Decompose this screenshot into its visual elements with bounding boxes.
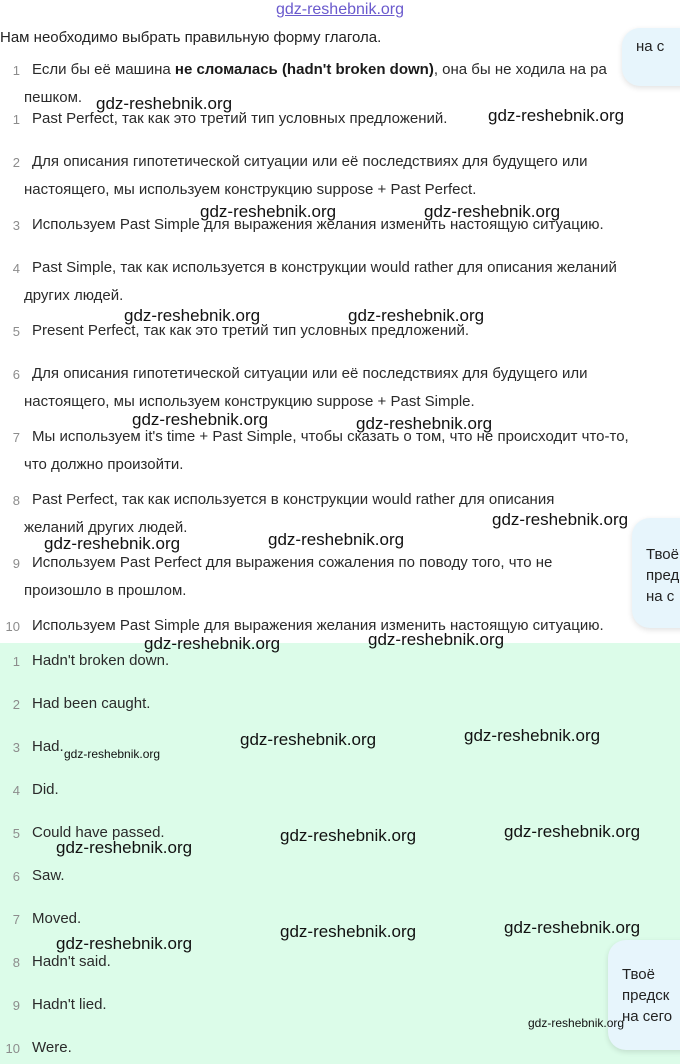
watermark: gdz-reshebnik.org — [504, 822, 641, 841]
explanation-text: Для описания гипотетической ситуации или её последствиях для будущего или — [32, 153, 588, 170]
watermark: gdz-reshebnik.org — [492, 510, 629, 529]
watermark: gdz-reshebnik.org — [268, 530, 405, 549]
watermark: gdz-reshebnik.org — [132, 410, 269, 429]
watermark: gdz-reshebnik.org — [424, 202, 561, 221]
answer-number: 2 — [12, 697, 20, 712]
watermark: gdz-reshebnik.org — [528, 1016, 625, 1030]
answer-text: Hadn't lied. — [32, 996, 107, 1013]
answer-number: 9 — [12, 998, 20, 1013]
watermark: gdz-reshebnik.org — [96, 94, 233, 113]
explanation-text: Используем Past Perfect для выражения сожаления по поводу того, что не — [32, 554, 553, 571]
watermark: gdz-reshebnik.org — [348, 306, 485, 325]
answer-text: Hadn't said. — [32, 953, 111, 970]
explanation-number: 10 — [5, 619, 20, 634]
task-item-answer: не сломалась (hadn't broken down) — [174, 61, 434, 78]
answer-number: 8 — [12, 955, 20, 970]
watermark: gdz-reshebnik.org — [240, 730, 377, 749]
watermark: gdz-reshebnik.org — [56, 934, 193, 953]
answer-number: 5 — [12, 826, 20, 841]
explanation-text: Используем Past Simple для выражения желания изменить настоящую ситуацию. — [32, 216, 604, 233]
explanation-number: 8 — [12, 493, 20, 508]
answer-number: 6 — [12, 869, 20, 884]
answer-number: 3 — [12, 740, 20, 755]
explanation-number: 9 — [12, 556, 20, 571]
explanation-number: 4 — [12, 261, 20, 276]
watermark: gdz-reshebnik.org — [200, 202, 337, 221]
answer-text: Were. — [32, 1039, 72, 1056]
explanation-text-cont: других людей. — [24, 287, 124, 304]
answer-text: Saw. — [32, 867, 65, 884]
explanation-text: Past Perfect, так как это третий тип условных предложений. — [32, 110, 448, 127]
task-intro: Нам необходимо выбрать правильную форму глагола. — [0, 29, 382, 46]
explanation-number: 7 — [12, 430, 20, 445]
watermark: gdz-reshebnik.org — [488, 106, 625, 125]
chat-bubble-middle[interactable]: Твоё пред на с — [632, 518, 680, 628]
watermark: gdz-reshebnik.org — [124, 306, 261, 325]
watermark: gdz-reshebnik.org — [56, 838, 193, 857]
task-item-text-cont: пешком. — [24, 89, 83, 106]
answer-text: Could have passed. — [32, 824, 165, 841]
explanation-text: Мы используем it's time + Past Simple, чтобы сказать о том, что не происходит что-то, — [32, 428, 629, 445]
watermark: gdz-reshebnik.org — [280, 826, 417, 845]
explanation-text: Present Perfect, так как это третий тип условных предложений. — [32, 322, 470, 339]
answer-text: Did. — [32, 781, 59, 798]
explanation-text: Используем Past Simple для выражения желания изменить настоящую ситуацию. — [32, 617, 604, 634]
explanation-text-cont: произошло в прошлом. — [24, 582, 187, 599]
site-header-link[interactable]: gdz-reshebnik.org — [275, 1, 405, 18]
answer-number: 7 — [12, 912, 20, 927]
explanation-text-cont: что должно произойти. — [24, 456, 184, 473]
explanation-text: Для описания гипотетической ситуации или её последствиях для будущего или — [32, 365, 588, 382]
watermark: gdz-reshebnik.org — [64, 747, 161, 761]
explanation-number: 2 — [12, 155, 20, 170]
answer-number: 10 — [5, 1041, 20, 1056]
watermark: gdz-reshebnik.org — [280, 922, 417, 941]
explanation-text-cont: настоящего, мы используем конструкцию suppose + Past Perfect. — [24, 181, 477, 198]
explanation-number: 6 — [12, 367, 20, 382]
watermark: gdz-reshebnik.org — [368, 630, 505, 649]
answer-text: Had been caught. — [32, 695, 151, 712]
answer-text: Had. — [32, 738, 64, 755]
explanation-text: Past Simple, так как используется в конструкции would rather для описания желаний — [32, 259, 617, 276]
task-item-text: Если бы её машина не сломалась (hadn't broken down), она бы не ходила на ра — [32, 61, 607, 78]
explanation-text: Past Perfect, так как используется в конструкции would rather для описания — [32, 491, 555, 508]
explanation-text-cont: желаний других людей. — [24, 519, 188, 536]
explanation-number: 1 — [12, 112, 20, 127]
watermark: gdz-reshebnik.org — [356, 414, 493, 433]
answer-number: 4 — [12, 783, 20, 798]
explanation-text-cont: настоящего, мы используем конструкцию suppose + Past Simple. — [24, 393, 475, 410]
watermark: gdz-reshebnik.org — [504, 918, 641, 937]
chat-bubble-top[interactable]: на с — [622, 28, 680, 86]
answer-text: Hadn't broken down. — [32, 652, 170, 669]
chat-bubble-bottom[interactable]: Твоё предск на сего — [608, 940, 680, 1050]
watermark: gdz-reshebnik.org — [464, 726, 601, 745]
task-item-number: 1 — [12, 63, 20, 78]
watermark: gdz-reshebnik.org — [144, 634, 281, 653]
answer-text: Moved. — [32, 910, 82, 927]
explanation-number: 5 — [12, 324, 20, 339]
watermark: gdz-reshebnik.org — [44, 534, 181, 553]
answer-number: 1 — [12, 654, 20, 669]
explanation-number: 3 — [12, 218, 20, 233]
